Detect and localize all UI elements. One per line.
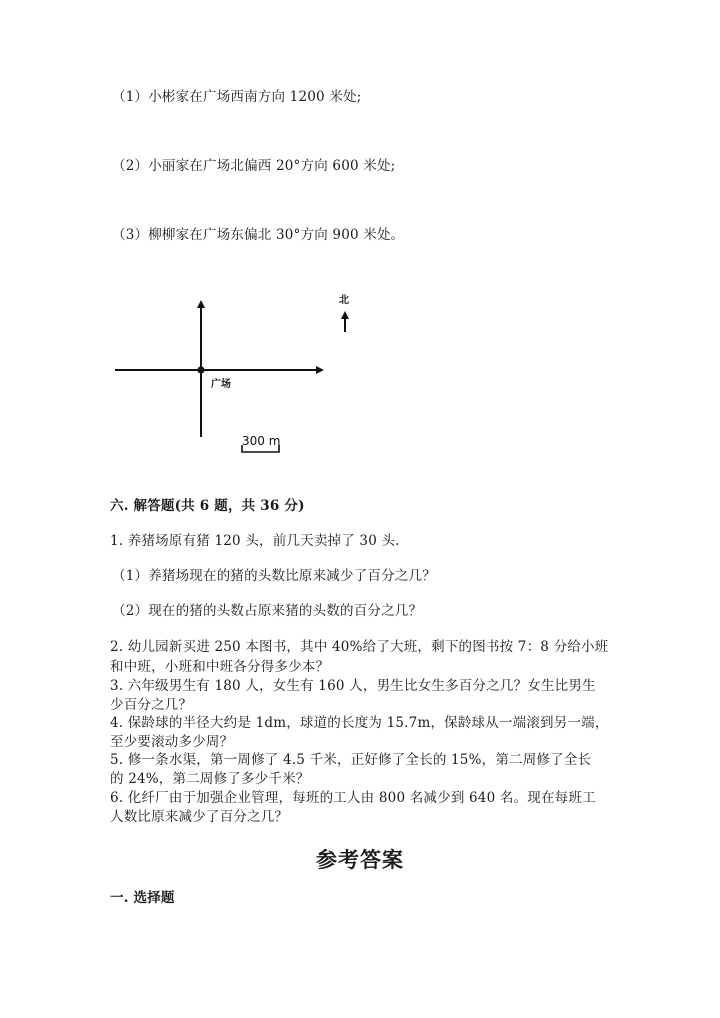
location-item-2: （2）小丽家在广场北偏西 20°方向 600 米处; [112, 158, 396, 174]
direction-figure [0, 0, 720, 480]
question-6-line-1: 6. 化纤厂由于加强企业管理，每班的工人由 800 名减少到 640 名。现在每班工 [110, 790, 596, 806]
question-6-line-2: 人数比原来减少了百分之几？ [110, 809, 289, 825]
scale-label: 300 m [242, 434, 281, 448]
question-3-line-2: 少百分之几？ [110, 697, 193, 713]
question-5-line-2: 的 24%，第二周修了多少千米？ [110, 771, 310, 787]
question-1: 1. 养猪场原有猪 120 头，前几天卖掉了 30 头. [110, 533, 400, 549]
question-2-line-2: 和中班，小班和中班各分得多少本？ [110, 659, 330, 675]
question-3-line-1: 3. 六年级男生有 180 人，女生有 160 人，男生比女生多百分之几？女生比男生 [110, 678, 596, 694]
question-4-line-2: 至少要滚动多少周？ [110, 734, 234, 750]
location-item-1: （1）小彬家在广场西南方向 1200 米处; [112, 89, 362, 105]
plaza-label: 广场 [211, 379, 231, 390]
north-label: 北 [339, 295, 349, 306]
question-2-line-1: 2. 幼儿园新买进 250 本图书，其中 40%给了大班，剩下的图书按 7：8 分给小班 [110, 639, 609, 655]
question-1-sub-1: （1）养猪场现在的猪的头数比原来减少了百分之几？ [112, 568, 436, 584]
location-item-3: （3）柳柳家在广场东偏北 30°方向 900 米处。 [112, 227, 405, 243]
answers-title: 参考答案 [316, 847, 404, 872]
question-5-line-1: 5. 修一条水渠，第一周修了 4.5 千米，正好修了全长的 15%，第二周修了全长 [110, 752, 592, 768]
question-1-sub-2: （2）现在的猪的头数占原来猪的头数的百分之几？ [112, 603, 423, 619]
question-4-line-1: 4. 保龄球的半径大约是 1dm，球道的长度为 15.7m，保龄球从一端滚到另一端， [110, 715, 609, 731]
plaza-point [197, 366, 204, 373]
section6-heading: 六. 解答题(共 6 题，共 36 分) [110, 498, 305, 514]
answers-section-1-heading: 一. 选择题 [110, 890, 175, 906]
